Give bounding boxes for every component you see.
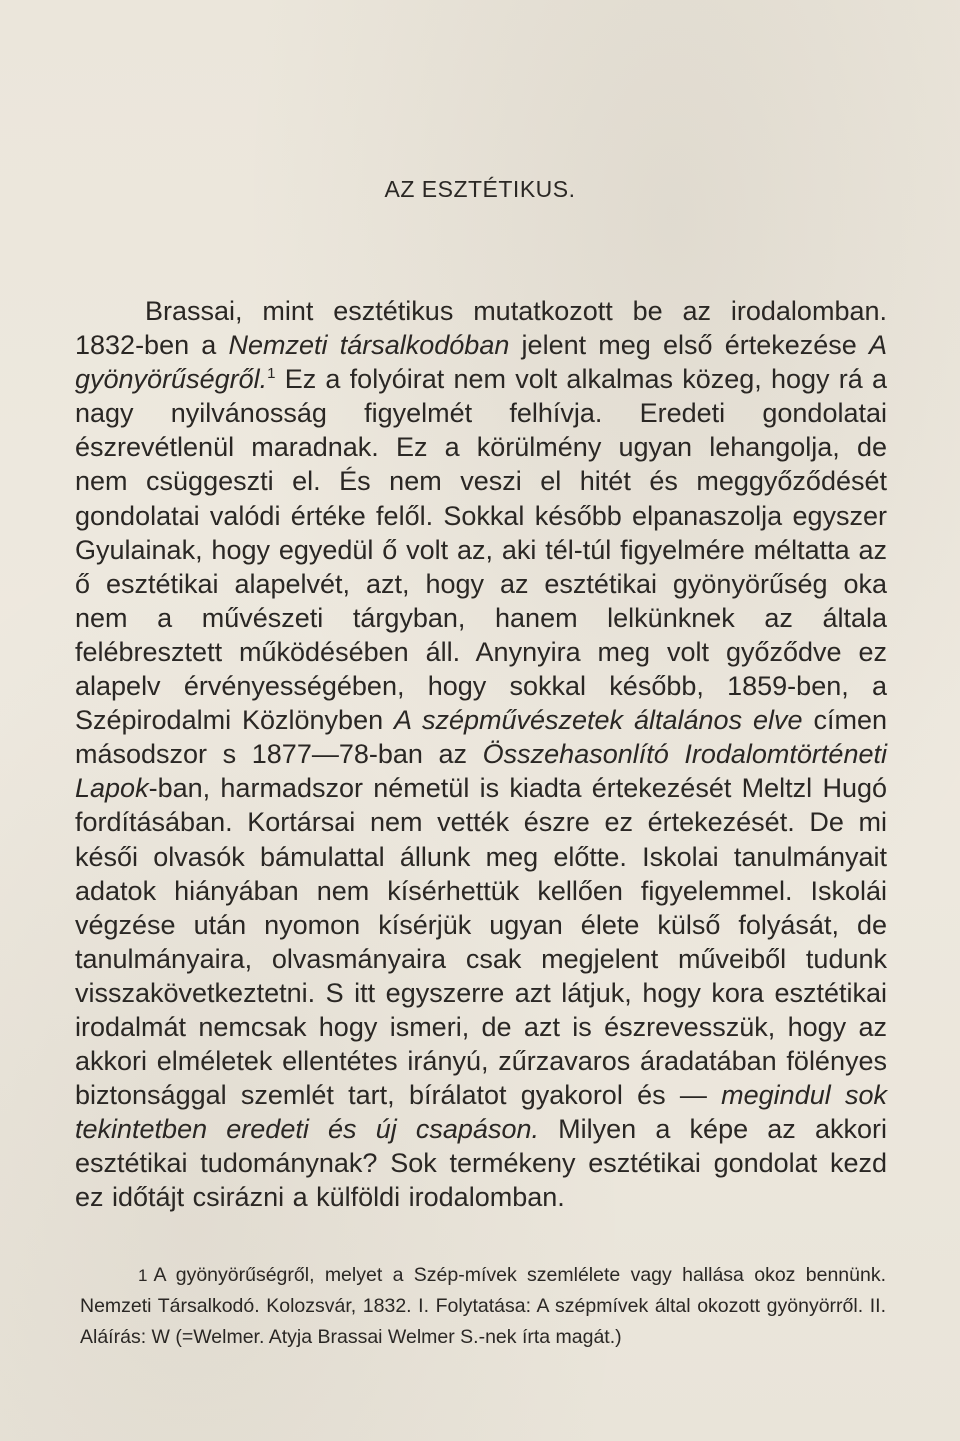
body-text-5: -ban, harmadszor németül is kiadta értekezését Meltzl Hugó fordításában. Kortársai nem vették észre ez értekezését. De mi késői olvasók bámulattal állunk meg előtte. Iskolai tanulmányait adatok hiányában nem kísérhettük kellően figyelemmel. Iskolái végzése után nyomon kísérjük ugyan élete külső folyását, de tanulmányaira, olvasmányaira csak megjelent műveiből tudunk visszakövetkeztetni. S itt egyszerre azt látjuk, hogy kora esztétikai irodalmát nemcsak hogy ismeri, de azt is észrevesszük, hogy az akkori elméletek ellentétes irányú, zűrzavaros áradatában fölényes biztonsággal szemlét tart, bírálatot gyakorol és — — [75, 773, 887, 1111]
body-text-4: címen másodszor s 1877—78-ban az — [75, 705, 887, 770]
footnote-mark: 1 — [138, 1266, 148, 1285]
chapter-heading: AZ ESZTÉTIKUS. — [384, 176, 576, 202]
italic-title-osszehasonlito: Összehasonlító Irodalomtörténeti Lapok — [75, 739, 887, 804]
italic-title-gyonyoruseg: A gyönyörűségről. — [75, 330, 888, 395]
footnote-text: A gyönyörűségről, melyet a Szép-mívek szemlélete vagy hallása okoz bennünk. Nemzeti Társalkodó. Kolozsvár, 1832. I. Folytatása: A szépmívek által okozott gyönyörről. II. Aláírás: W (=Welmer. Atyja Brassai Welmer S.-nek írta magát.) — [80, 1264, 886, 1348]
footnote — [80, 1260, 886, 1353]
italic-title-szepmuveszetek: A szépművészetek általános elve — [394, 705, 803, 736]
body-text-3: Ez a folyóirat nem volt alkalmas közeg, hogy rá a nagy nyilvánosság figyelmét felhívja. Eredeti gondolatai észrevétlenül maradnak. Ez a körülmény ugyan lehangolja, de nem csüggeszti el. És nem veszi el hitét és meggyőződését gondolatai valódi értéke felől. Sokkal később elpanaszolja egyszer Gyulainak, hogy egyedül ő volt az, aki tél-túl figyelmére méltatta az ő esztétikai alapelvét, azt, hogy az esztétikai gyönyörűség oka nem a művészeti tárgyban, hanem lelkünknek az általa felébresztett működésében áll. Anynyira meg volt győződve ez alapelv érvényességében, hogy sokkal később, 1859-ben, a Szépirodalmi Közlönyben — [75, 364, 887, 736]
body-text-6: Milyen a képe az akkori esztétikai tudománynak? Sok termékeny esztétikai gondolat kezd ez időtájt csirázni a külföldi irodalomban. — [75, 1114, 887, 1213]
italic-title-nemzeti-tarsalkodo: Nemzeti társalkodóban — [228, 330, 510, 361]
body-paragraph — [75, 294, 887, 1215]
body-text-2: jelent meg első értekezése — [509, 330, 869, 361]
body-text-1: Brassai, mint esztétikus mutatkozott be az irodalomban. 1832-ben a — [75, 296, 887, 361]
italic-emphasis: megindul sok tekintetben eredeti és új csapáson. — [75, 1080, 887, 1145]
footnote-reference: 1 — [267, 365, 276, 383]
